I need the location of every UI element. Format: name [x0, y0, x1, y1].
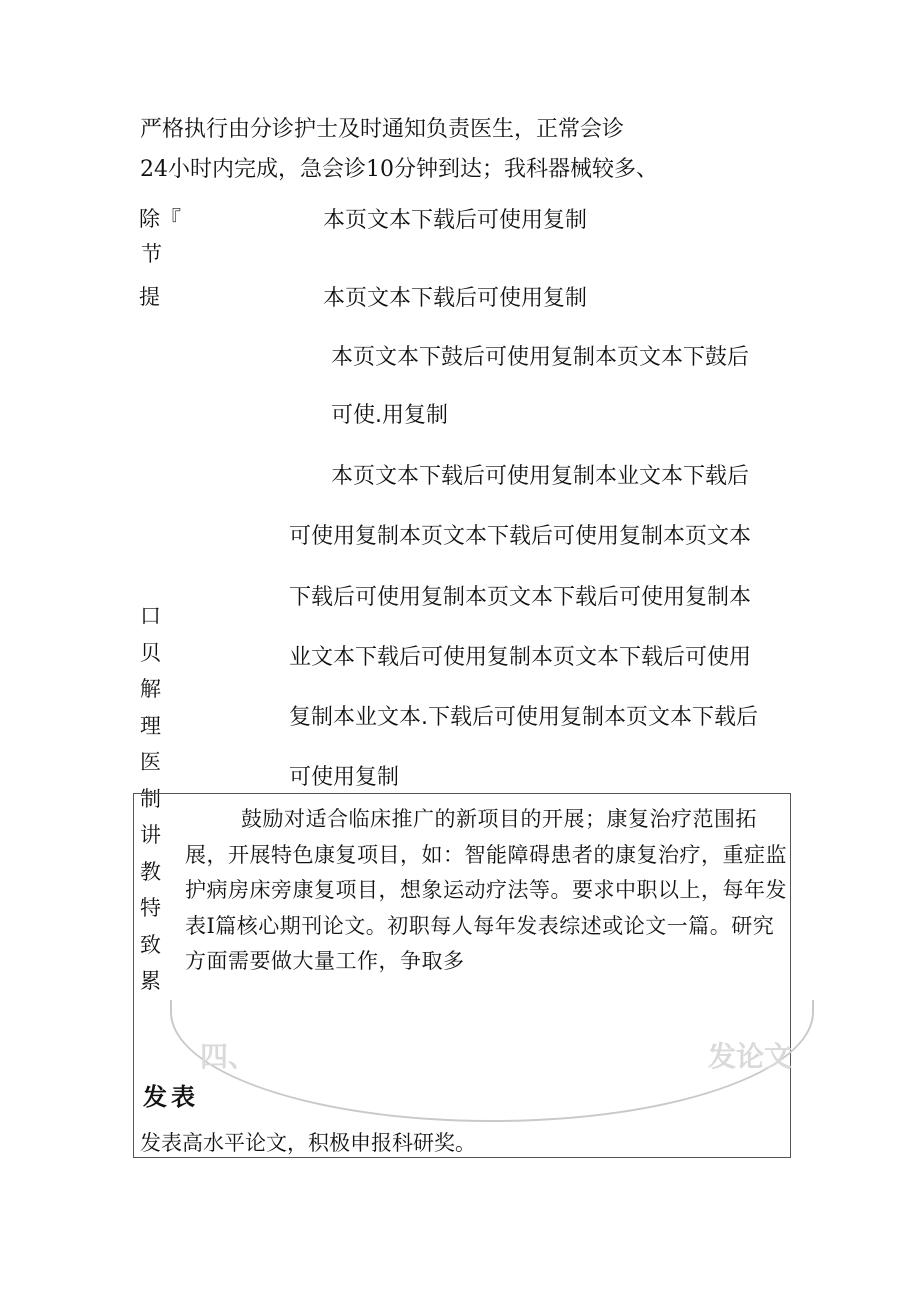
watermark-text-right: 发论文 — [708, 1040, 793, 1073]
vertical-char: 医 — [140, 750, 161, 774]
intro-line-1: 严格执行由分诊护士及时通知负责医生，正常会诊 — [140, 117, 625, 142]
watermark-text-left: 四、 — [200, 1040, 257, 1073]
notice-line-2: 本页文本下载后可使用复制 — [323, 286, 588, 311]
vertical-char: 讲 — [140, 823, 161, 847]
vertical-char: 特 — [140, 896, 161, 920]
vertical-char: 理 — [140, 713, 161, 738]
notice-line-8: 业文本下载后可使用复制本页文本下载后可使用 — [289, 645, 752, 670]
left-label-jie: 节 — [141, 242, 162, 266]
notice-line-4: 可使.用复制 — [331, 403, 448, 428]
notice-line-10: 可使用复制 — [289, 765, 400, 790]
vertical-char: 致 — [140, 932, 161, 957]
vertical-char: 解 — [140, 677, 161, 701]
intro-line-2: 24小时内完成，急会诊10分钟到达；我科器械较多、 — [140, 157, 658, 182]
section-heading: 发表 — [143, 1082, 199, 1111]
notice-line-9: 复制本业文本.下载后可使用复制本页文本下载后 — [289, 705, 758, 730]
notice-line-3: 本页文本下鼓后可使用复制本页文本下鼓后 — [331, 345, 750, 370]
vertical-char: 制 — [140, 786, 161, 811]
left-label-ti: 提 — [139, 285, 160, 309]
box-paragraph-text: 鼓励对适合临床推广的新项目的开展；康复治疗范围拓展，开展特色康复项目，如：智能障碍患者的康复治疗，重症监护病房床旁康复项目，想象运动疗法等。要求中职以上，每年发表I篇核心期刊论文。初职每人每年发表综述或论文一篇。研究方面需要做大量工作，争取多 — [185, 807, 787, 973]
left-label-chu: 除『 — [139, 207, 181, 231]
notice-line-6: 可使用复制本页文本下载后可使用复制本页文本 — [289, 524, 752, 549]
footer-line: 发表高水平论文，积极申报科研奖。 — [140, 1131, 476, 1155]
vertical-char: 累 — [140, 969, 161, 993]
box-paragraph — [185, 802, 789, 980]
vertical-char: 口 — [140, 604, 161, 628]
vertical-char: 贝 — [140, 640, 161, 665]
vertical-char: 教 — [140, 859, 161, 884]
notice-line-5: 本页文本下载后可使用复制本业文本下载后 — [331, 464, 750, 489]
notice-line-1: 本页文本下载后可使用复制 — [323, 208, 588, 233]
notice-line-7: 下载后可使用复制本页文本下载后可使用复制本 — [289, 585, 752, 610]
